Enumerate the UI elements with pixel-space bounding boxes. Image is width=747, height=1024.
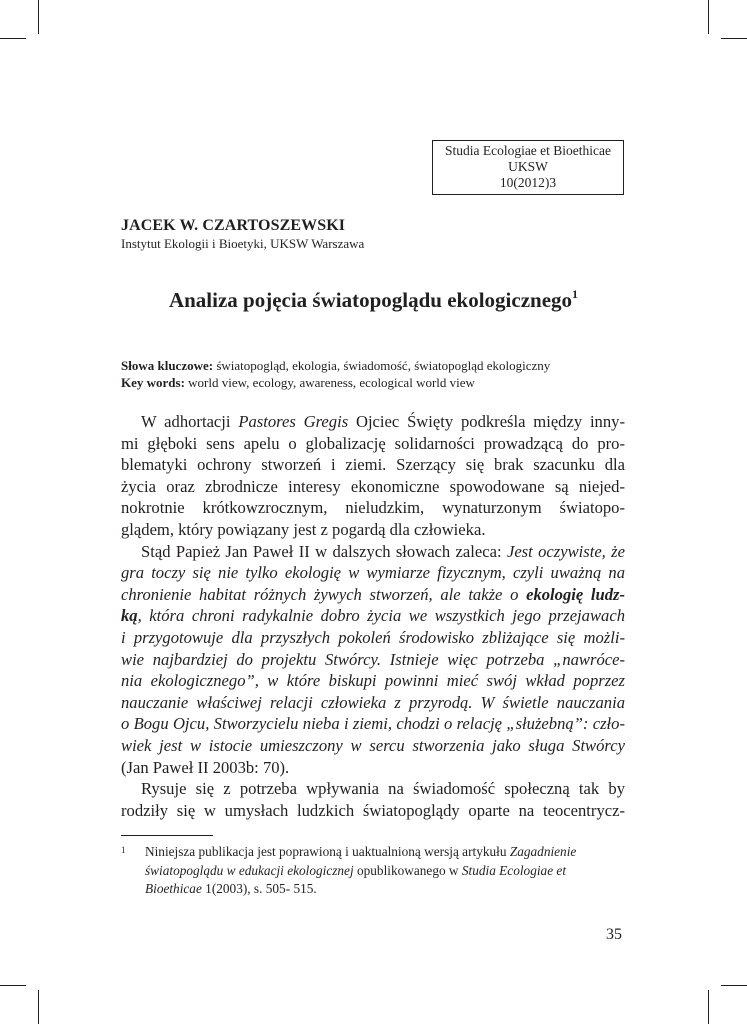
body-line: mi głęboki sens apelu o globalizację solidarności prowadzącą do pro- <box>121 433 625 453</box>
keywords-block <box>121 357 631 391</box>
keywords-pl-text: światopogląd, ekologia, świadomość, światopogląd ekologiczny <box>213 358 551 373</box>
body-line: blematyki ochrony stworzeń i ziemi. Szerzący się brak szacunku dla <box>121 455 625 475</box>
keywords-pl-label: Słowa kluczowe: <box>121 358 214 373</box>
quote-line: wiek jest w istocie umieszczony w sercu stworzenia jako sługa Stwórcy <box>121 735 625 755</box>
keywords-en-label: Key words: <box>121 375 185 390</box>
keywords-pl <box>121 357 631 374</box>
quote-line: nauczanie właściwej relacji człowieka z przyrodą. W świetle nauczania <box>121 692 625 712</box>
footnote-number: 1 <box>121 845 126 855</box>
page-number: 35 <box>606 926 622 943</box>
crop-mark <box>708 0 709 34</box>
footnote-text: Niniejsza publikacja jest poprawioną i uaktualnioną wersją artykułu Zagadnienie światopoglądu w edukacji ekologicznej opublikowanego w Studia Ecologiae et Bioethicae 1(2003), s. 505- 515. <box>145 844 577 896</box>
crop-mark <box>0 38 26 39</box>
title-footnote-marker[interactable]: 1 <box>572 287 579 301</box>
quote-line: ką, która chroni radykalnie dobro życia we wszystkich jego przejawach <box>121 606 625 626</box>
journal-issue: 10(2012)3 <box>499 175 557 190</box>
journal-info-box <box>432 140 624 195</box>
body-line: nokrotnie krótkowzrocznym, nieludzkim, wynaturzonym światopo- <box>121 498 625 518</box>
article-title-text: Analiza pojęcia światopoglądu ekologicznego <box>168 288 573 312</box>
emphasis-bold: ekologię ludz- <box>526 584 626 604</box>
journal-publisher: UKSW <box>508 159 548 174</box>
quote-line: chronienie habitat różnych żywych stworzeń, ale także o ekologię ludz- <box>121 584 626 604</box>
article-title <box>0 288 747 313</box>
citation: (Jan Paweł II 2003b: 70). <box>121 757 290 777</box>
quote-line: i przygotowuje dla przyszłych pokoleń środowisko zbliżające się możli- <box>121 627 625 647</box>
body-line: Stąd Papież Jan Paweł II w dalszych słowach zaleca: Jest oczywiste, że <box>141 541 625 561</box>
crop-mark <box>708 990 709 1024</box>
journal-name: Studia Ecologiae et Bioethicae <box>444 143 612 158</box>
body-line: glądem, który powiązany jest z pogardą dla człowieka. <box>121 519 486 539</box>
body-line: życia oraz zbrodnicze interesy ekonomiczne spowodowane są niejed- <box>121 476 625 496</box>
body-line: Rysuje się z potrzeba wpływania na świadomość społeczną tak by <box>141 779 625 799</box>
quote-line: o Bogu Ojcu, Stworzycielu nieba i ziemi, chodzi o relację „służebną”: czło- <box>121 714 625 734</box>
keywords-en <box>121 374 631 391</box>
keywords-en-text: world view, ecology, awareness, ecological world view <box>184 375 475 390</box>
body-line: rodziły się w umysłach ludzkich światopoglądy oparte na teocentrycz- <box>121 800 625 820</box>
author-affiliation: Instytut Ekologii i Bioetyki, UKSW Warszawa <box>121 236 365 251</box>
crop-mark <box>38 0 39 34</box>
crop-mark <box>721 38 747 39</box>
crop-mark <box>0 985 26 986</box>
quote-line: nia ekologicznego”, w które biskupi powinni mieć swój wkład poprzez <box>121 671 625 691</box>
quote-line: wie najbardziej do projektu Stwórcy. Istnieje więc potrzeba „nawróce- <box>121 649 625 669</box>
quote-line: gra toczy się nie tylko ekologię w wymiarze fizycznym, czyli uważną na <box>121 563 625 583</box>
author-name: JACEK W. CZARTOSZEWSKI <box>121 217 346 234</box>
quote-text: Jest oczywiste, że <box>506 541 625 561</box>
crop-mark <box>721 985 747 986</box>
article-body <box>121 411 625 821</box>
body-line: W adhortacji Pastores Gregis Ojciec Święty podkreśla między inny- <box>141 412 625 431</box>
document-title-italic: Pastores Gregis <box>238 412 349 431</box>
emphasis-bold: ką <box>121 606 138 626</box>
crop-mark <box>38 990 39 1024</box>
footnote-rule <box>121 835 213 836</box>
